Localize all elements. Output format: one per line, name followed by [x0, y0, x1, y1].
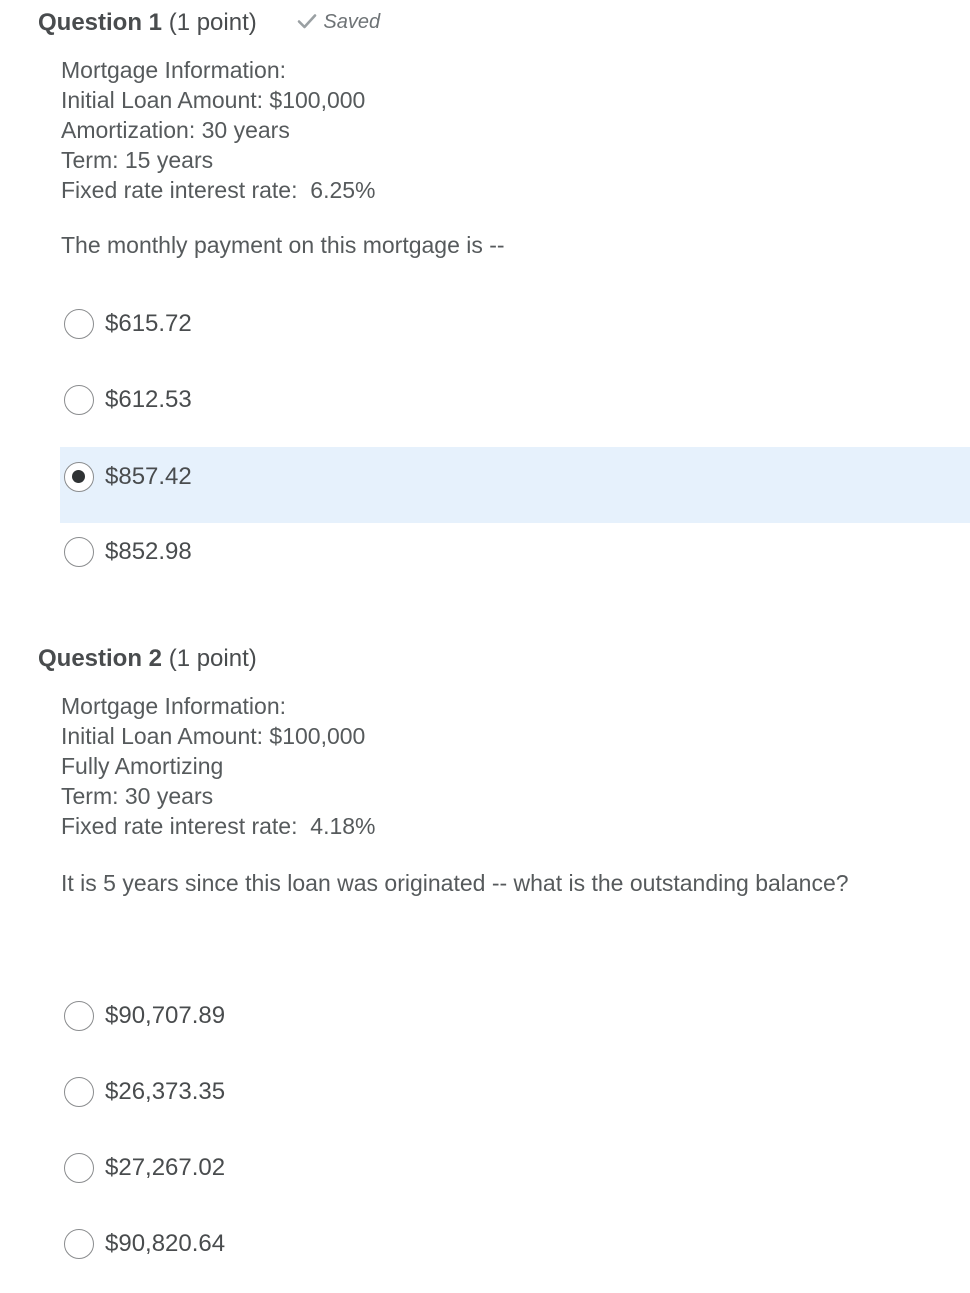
answer-option-label[interactable]: $27,267.02: [105, 1154, 226, 1181]
question-2-prompt: It is 5 years since this loan was originated -- what is the outstanding balance?: [61, 870, 849, 896]
answer-option-label[interactable]: $852.98: [105, 538, 192, 565]
answer-option[interactable]: [60, 363, 970, 439]
answer-option[interactable]: [60, 979, 970, 1055]
info-line: Initial Loan Amount: $100,000: [61, 87, 366, 113]
info-line: Fixed rate interest rate: 4.18%: [61, 813, 376, 839]
answer-option[interactable]: [60, 1131, 970, 1207]
answer-option[interactable]: [60, 515, 970, 591]
radio-button[interactable]: [64, 537, 94, 567]
answer-option[interactable]: [60, 287, 970, 363]
radio-button-selected[interactable]: [64, 462, 94, 492]
radio-button[interactable]: [64, 385, 94, 415]
question-2-info: [61, 691, 376, 841]
answer-option[interactable]: [60, 1055, 970, 1131]
answer-option-label[interactable]: $615.72: [105, 310, 192, 337]
radio-button[interactable]: [64, 1153, 94, 1183]
saved-label: Saved: [323, 11, 381, 33]
checkmark-icon: [297, 13, 317, 29]
answer-option-label[interactable]: $26,373.35: [105, 1078, 226, 1105]
question-1-header: [38, 7, 380, 38]
question-1-points: (1 point): [168, 9, 257, 36]
info-line: Term: 15 years: [61, 147, 214, 173]
question-1-prompt: The monthly payment on this mortgage is --: [61, 232, 505, 258]
answer-option[interactable]: [60, 1207, 970, 1283]
question-2-title: Question 2: [38, 645, 163, 672]
answer-option-label[interactable]: $90,820.64: [105, 1230, 226, 1257]
info-line: Mortgage Information:: [61, 693, 287, 719]
question-2: [0, 640, 970, 1293]
info-line: Initial Loan Amount: $100,000: [61, 723, 366, 749]
radio-button[interactable]: [64, 1001, 94, 1031]
answer-option-label[interactable]: $612.53: [105, 386, 192, 413]
question-1: [0, 0, 970, 620]
info-line: Amortization: 30 years: [61, 117, 290, 143]
info-line: Mortgage Information:: [61, 57, 287, 83]
answer-option-selected[interactable]: [60, 447, 970, 523]
answer-option-label[interactable]: $857.42: [105, 463, 192, 490]
radio-dot-icon: [72, 470, 85, 483]
question-1-info: [61, 55, 376, 205]
radio-button[interactable]: [64, 309, 94, 339]
info-line: Fixed rate interest rate: 6.25%: [61, 177, 376, 203]
question-1-title: Question 1: [38, 9, 163, 36]
radio-button[interactable]: [64, 1077, 94, 1107]
info-line: Term: 30 years: [61, 783, 214, 809]
saved-status: [297, 7, 380, 37]
answer-option-label[interactable]: $90,707.89: [105, 1002, 226, 1029]
question-2-points: (1 point): [168, 645, 257, 672]
question-2-header: [38, 644, 257, 674]
info-line: Fully Amortizing: [61, 753, 224, 779]
radio-button[interactable]: [64, 1229, 94, 1259]
